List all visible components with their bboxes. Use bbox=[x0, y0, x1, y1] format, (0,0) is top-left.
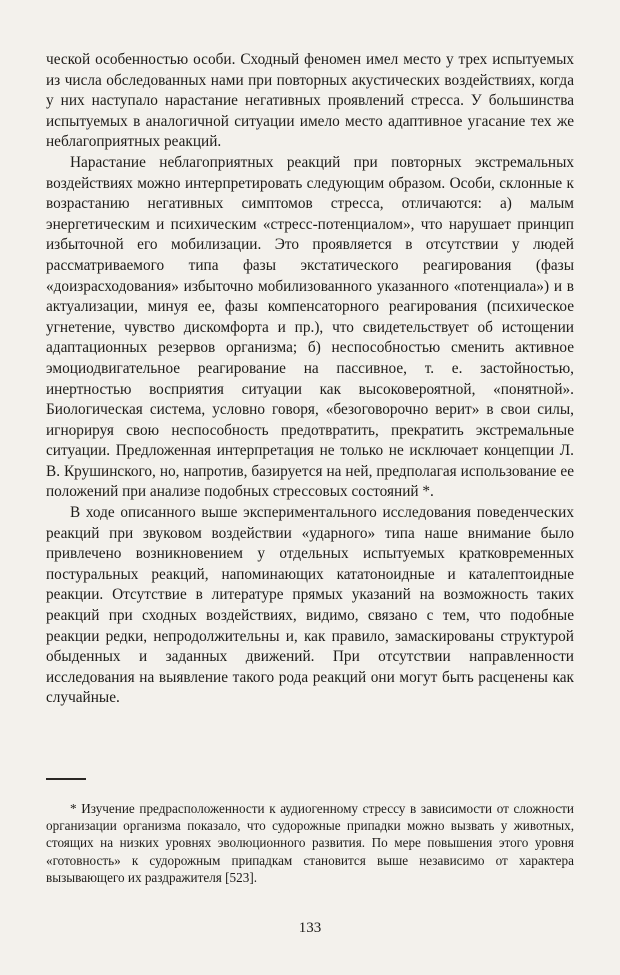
footnote: * Изучение предрасположенности к аудиогенному стрессу в зависимости от сложности организации организма показало, что судорожные припадки можно вызвать у животных, стоящих на низких уровнях эволюционного развития. По мере повышения этого уровня «готовность» к судорожным припадкам становится выше независимо от характера вызывающего их раздражителя [523]. bbox=[46, 801, 574, 885]
paragraph-3: В ходе описанного выше экспериментального исследования поведенческих реакций при звуковом воздействии «ударного» типа наше внимание было привлечено возникновением у отдельных испытуемых кратковременных постуральных реакций, напоминающих кататоноидные и каталептоидные реакции. Отсутствие в литературе прямых указаний на возможность таких реакций при сходных воздействиях, видимо, связано с тем, что подобные реакции редки, непродолжительны и, как правило, замаскированы структурой обыденных и заданных движений. При отсутствии направленности исследования на выявление такого рода реакций они могут быть расценены как случайные. bbox=[46, 504, 574, 707]
main-text bbox=[46, 50, 574, 709]
paragraph-1: ческой особенностью особи. Сходный феномен имел место у трех испытуемых из числа обследованных нами при повторных акустических воздействиях, когда у них наступало нарастание негативных проявлений стресса. У большинства испытуемых в аналогичной ситуации имело место адаптивное угасание тех же неблагоприятных реакций. bbox=[46, 51, 574, 151]
paragraph-2: Нарастание неблагоприятных реакций при повторных экстремальных воздействиях можно интерпретировать следующим образом. Особи, склонные к возрастанию негативных симптомов стресса, отличаются: а) малым энергетическим и психическим «стресс-потенциалом», что нарушает принцип избыточной его мобилизации. Это проявляется в отсутствии у людей рассматриваемого типа фазы экстатического реагирования (фазы «доизрасходования» избыточно мобилизованного указанного «потенциала») и в актуализации, минуя ее, фазы компенсаторного реагирования (психическое угнетение, чувство дискомфорта и пр.), что свидетельствует об истощении адаптационных резервов организма; б) неспособностью сменить активное эмоциодвигательное реагирование на пассивное, т. е. застойностью, инертностью восприятия ситуации как высоковероятной, «понятной». Биологическая система, условно говоря, «безоговорочно верит» в свои силы, игнорируя свою неспособность предотвратить, прекратить экстремальные ситуации. Предложенная интерпретация не только не исключает концепции Л. В. Крушинского, но, напротив, базируется на ней, предполагая использование ее положений при анализе подобных стрессовых состояний *. bbox=[46, 153, 574, 501]
page-number: 133 bbox=[298, 920, 322, 936]
footnote-separator bbox=[46, 778, 86, 780]
